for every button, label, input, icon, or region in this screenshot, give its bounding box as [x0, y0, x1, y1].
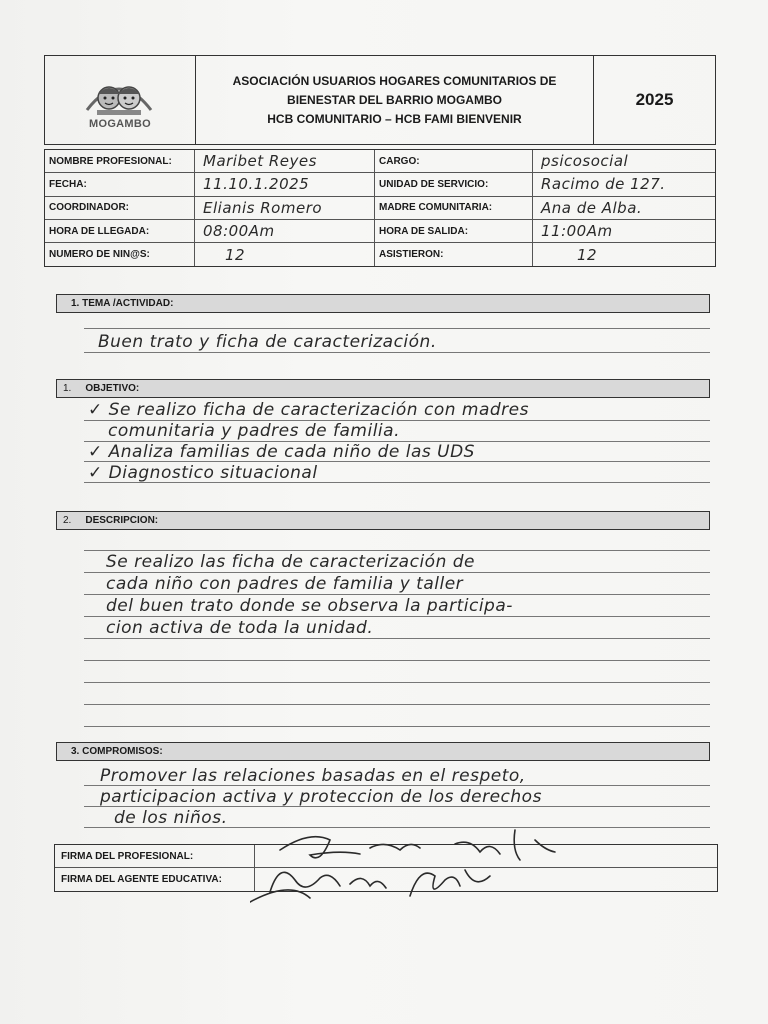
- rule-line: [84, 550, 710, 551]
- asistieron-value: 12: [577, 245, 598, 264]
- title-line-2: BIENESTAR DEL BARRIO MOGAMBO: [287, 92, 502, 107]
- rule-line: [84, 328, 710, 329]
- objetivo-line-1: ✓ Se realizo ficha de caracterización con madres: [88, 400, 529, 420]
- unidad-label: UNIDAD DE SERVICIO:: [375, 173, 533, 195]
- nombre-value: Maribet Reyes: [195, 150, 375, 172]
- descripcion-line-3: del buen trato donde se observa la participa-: [106, 596, 513, 616]
- children-logo-icon: [83, 74, 155, 118]
- compromisos-line-2: participacion activa y proteccion de los derechos: [100, 787, 542, 807]
- logo-text: MOGAMBO: [89, 118, 151, 130]
- unidad-value: Racimo de 127.: [541, 175, 666, 194]
- objetivo-line-2: comunitaria y padres de familia.: [108, 421, 400, 441]
- coordinador-label: COORDINADOR:: [45, 197, 195, 219]
- info-table: [44, 149, 716, 267]
- firma-profesional-label: FIRMA DEL PROFESIONAL:: [55, 845, 255, 867]
- rule-line: [84, 704, 710, 705]
- section-objetivo-header: [56, 379, 710, 398]
- tema-text: Buen trato y ficha de caracterización.: [98, 332, 437, 352]
- cargo-label: CARGO:: [375, 150, 533, 172]
- section-compromisos-header: 3. COMPROMISOS:: [56, 742, 710, 761]
- madre-value: Ana de Alba.: [541, 198, 643, 217]
- section-descripcion-header: [56, 511, 710, 530]
- info-row: [45, 197, 715, 220]
- salida-label: HORA DE SALIDA:: [375, 220, 533, 242]
- compromisos-line-1: Promover las relaciones basadas en el respeto,: [100, 766, 526, 786]
- title-line-3: HCB COMUNITARIO – HCB FAMI BIENVENIR: [267, 111, 522, 126]
- info-row: [45, 150, 715, 173]
- llegada-label: HORA DE LLEGADA:: [45, 220, 195, 242]
- descripcion-label: DESCRIPCION:: [85, 515, 159, 526]
- descripcion-line-4: cion activa de toda la unidad.: [106, 618, 374, 638]
- objetivo-line-4: ✓ Diagnostico situacional: [88, 463, 318, 483]
- rule-line: [84, 572, 710, 573]
- fecha-label: FECHA:: [45, 173, 195, 195]
- compromisos-line-3: de los niños.: [114, 808, 228, 828]
- cargo-value: psicosocial: [541, 152, 629, 171]
- section-tema-header: 1. TEMA /ACTIVIDAD:: [56, 294, 710, 313]
- rule-line: [84, 660, 710, 661]
- logo: [45, 56, 196, 144]
- salida-value: 11:00Am: [541, 222, 613, 241]
- objetivo-label: OBJETIVO:: [85, 383, 140, 394]
- objetivo-number: 1.: [63, 383, 72, 394]
- descripcion-number: 2.: [63, 515, 72, 526]
- info-row: [45, 243, 715, 266]
- rule-line: [84, 682, 710, 683]
- rule-line: [84, 726, 710, 727]
- rule-line: [84, 594, 710, 595]
- rule-line: [84, 638, 710, 639]
- descripcion-line-1: Se realizo las ficha de caracterización de: [106, 552, 475, 572]
- firma-agente-label: FIRMA DEL AGENTE EDUCATIVA:: [55, 868, 255, 891]
- ninos-label: NUMERO DE NIN@S:: [45, 243, 195, 266]
- descripcion-line-2: cada niño con padres de familia y taller: [106, 574, 464, 594]
- header-title: [196, 56, 594, 144]
- ninos-value: 12: [195, 243, 375, 266]
- title-line-1: ASOCIACIÓN USUARIOS HOGARES COMUNITARIOS DE: [232, 73, 557, 88]
- objetivo-line-3: ✓ Analiza familias de cada niño de las UDS: [88, 442, 475, 462]
- fecha-value: 11.10.1.2025: [195, 173, 375, 195]
- info-row: [45, 173, 715, 196]
- info-row: [45, 220, 715, 243]
- document-header: [44, 55, 716, 145]
- year: 2025: [635, 90, 674, 109]
- asistieron-label: ASISTIERON:: [375, 243, 533, 266]
- nombre-label: NOMBRE PROFESIONAL:: [45, 150, 195, 172]
- coordinador-value: Elianis Romero: [195, 197, 375, 219]
- rule-line: [84, 352, 710, 353]
- rule-line: [84, 616, 710, 617]
- llegada-value: 08:00Am: [195, 220, 375, 242]
- madre-label: MADRE COMUNITARIA:: [375, 197, 533, 219]
- handwritten-signatures-icon: [250, 810, 580, 910]
